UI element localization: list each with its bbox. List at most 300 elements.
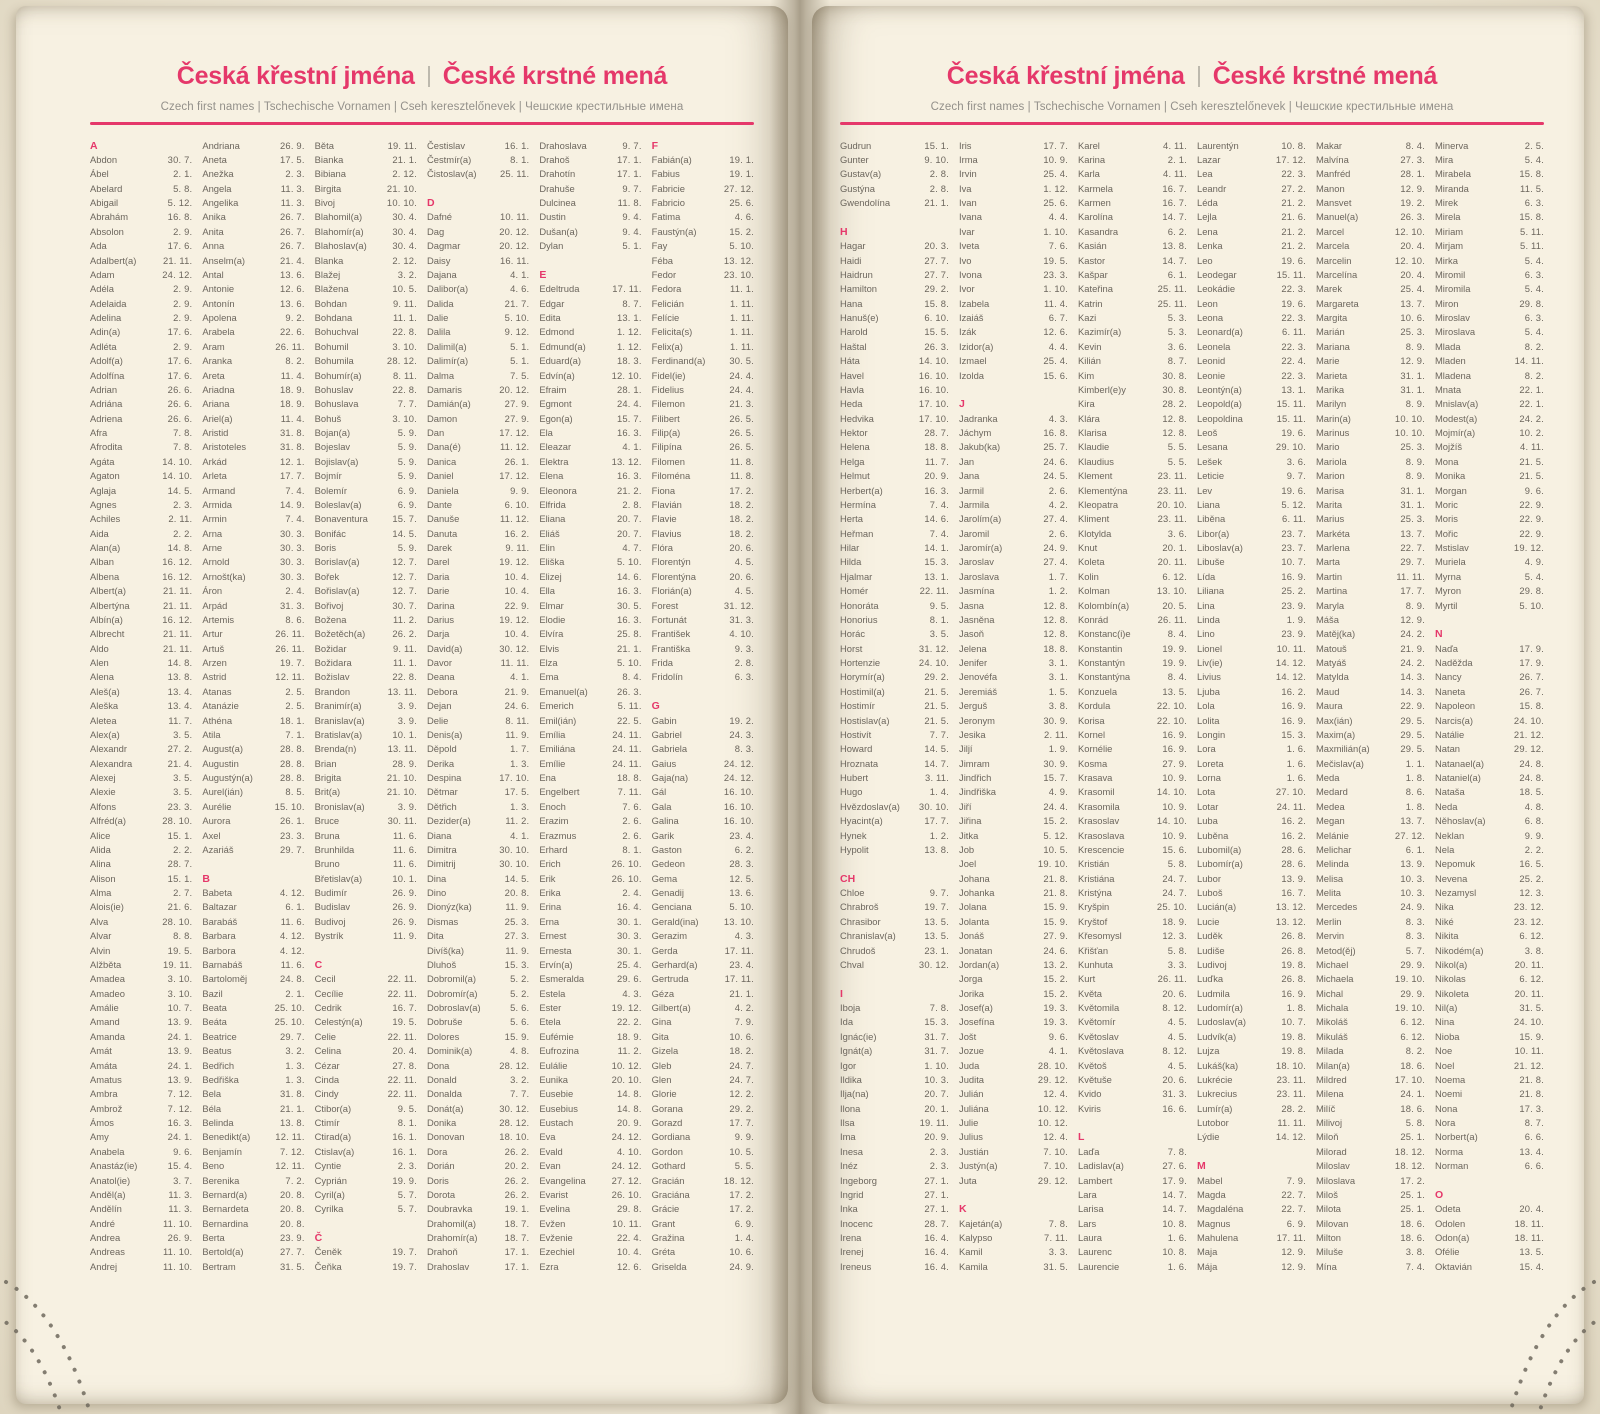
given-name: Amadea: [90, 973, 125, 985]
name-entry: [202, 397, 304, 411]
name-day-date: 20. 8.: [280, 1217, 305, 1229]
section-letter: A: [90, 139, 98, 152]
name-entry: [1078, 297, 1187, 311]
name-entry: [90, 656, 192, 670]
name-entry: [90, 268, 192, 282]
name-day-date: 6. 1.: [1405, 843, 1425, 855]
section-letter: Č: [314, 1232, 323, 1244]
name-entry: [315, 699, 417, 713]
given-name: Mercedes: [1316, 901, 1358, 913]
given-name: Damián(a): [426, 398, 471, 410]
name-entry: [840, 800, 949, 814]
given-name: Medea: [1316, 800, 1345, 812]
given-name: Gedeon: [651, 858, 686, 870]
name-entry: [1435, 153, 1544, 167]
given-name: Flavius: [651, 527, 682, 539]
name-entry: [840, 757, 949, 771]
name-entry: [539, 1245, 641, 1259]
name-day-date: 10. 9.: [1162, 829, 1187, 841]
name-day-date: 9. 11.: [505, 542, 530, 553]
name-day-date: 24. 12.: [162, 268, 193, 280]
name-day-date: 17. 7.: [729, 1117, 754, 1128]
name-day-date: 1. 4.: [734, 1232, 754, 1243]
given-name: Ima: [840, 1131, 856, 1143]
given-name: Ivan: [959, 197, 977, 208]
name-day-date: 30. 12.: [918, 958, 949, 970]
name-day-date: 15. 11.: [1276, 412, 1306, 424]
name-day-date: 16. 10.: [918, 383, 949, 395]
given-name: Květoslav: [1078, 1030, 1119, 1042]
name-day-date: 10. 9.: [1162, 772, 1187, 783]
name-day-date: 27. 12.: [1394, 829, 1425, 841]
name-entry: [90, 311, 192, 325]
given-name: Noe: [1435, 1045, 1453, 1057]
name-day-date: 18. 2.: [729, 1045, 754, 1057]
name-day-date: 2. 5.: [285, 700, 305, 712]
name-day-date: 24. 11.: [612, 757, 642, 769]
given-name: Edmund(a): [539, 340, 586, 352]
given-name: Kliment: [1078, 513, 1110, 525]
name-day-date: 29. 7.: [1400, 556, 1425, 568]
name-day-date: 17. 9.: [1519, 657, 1544, 668]
name-entry: [539, 800, 641, 814]
given-name: Edita: [539, 312, 561, 323]
name-entry: [1078, 656, 1187, 670]
name-day-date: 26. 10.: [611, 1188, 642, 1200]
given-name: Baltazar: [202, 901, 237, 913]
name-entry: [959, 642, 1068, 656]
name-entry: [539, 987, 641, 1001]
given-name: Fedora: [651, 283, 682, 295]
name-entry: [1435, 757, 1544, 771]
given-name: Maud: [1316, 685, 1340, 697]
given-name: Evarist: [539, 1188, 568, 1200]
name-entry: [539, 512, 641, 526]
given-name: Jiljí: [959, 743, 973, 755]
name-entry: [202, 843, 304, 857]
given-name: Klarisa: [1078, 427, 1107, 438]
given-name: Léda: [1197, 197, 1218, 208]
name-day-date: 20. 8.: [504, 887, 530, 898]
name-day-date: 29. 12.: [1513, 743, 1544, 755]
name-entry: [427, 570, 529, 584]
given-name: Denis(a): [426, 728, 463, 740]
given-name: Leonela: [1197, 340, 1231, 352]
name-entry: [90, 182, 192, 196]
name-entry: [315, 1245, 417, 1259]
name-day-date: 24. 8.: [1519, 772, 1544, 783]
given-name: Mojžíš: [1435, 441, 1463, 453]
given-name: Ludoslav(a): [1197, 1016, 1246, 1028]
given-name: Justián: [959, 1145, 989, 1157]
name-entry: [1197, 469, 1306, 483]
name-day-date: 14. 10.: [162, 455, 193, 467]
given-name: Doris: [426, 1174, 449, 1186]
given-name: Armin: [202, 513, 227, 525]
given-name: Mariana: [1316, 340, 1350, 352]
given-name: Odon(a): [1435, 1232, 1470, 1243]
name-day-date: 11. 6.: [280, 958, 305, 970]
name-entry: [427, 1001, 529, 1015]
name-entry: [1435, 829, 1544, 843]
name-day-date: 24. 7.: [1162, 887, 1187, 898]
name-day-date: 5. 2.: [510, 987, 530, 999]
given-name: Leontýn(a): [1197, 383, 1242, 395]
given-name: Hilda: [840, 556, 862, 568]
name-entry: [539, 1001, 641, 1015]
name-day-date: 4. 9.: [1048, 786, 1068, 798]
given-name: Miloň: [1316, 1131, 1339, 1143]
name-day-date: 20. 8.: [280, 1203, 305, 1215]
name-entry: [840, 484, 949, 498]
name-entry: [539, 685, 641, 699]
name-day-date: 13. 5.: [924, 930, 949, 942]
name-entry: [1316, 771, 1425, 785]
given-name: Gabriel: [651, 728, 682, 740]
name-day-date: 11. 3.: [168, 1188, 193, 1200]
name-entry: [539, 1102, 641, 1116]
given-name: Nezamysl: [1435, 887, 1477, 898]
given-name: Maura: [1316, 700, 1343, 712]
name-entry: [427, 1260, 529, 1274]
name-entry: [202, 785, 304, 799]
name-day-date: 24. 5.: [1043, 470, 1068, 482]
name-day-date: 26. 9.: [167, 1232, 193, 1243]
name-entry: [315, 268, 417, 282]
given-name: Jonatan: [959, 944, 993, 956]
name-day-date: 26. 8.: [1281, 930, 1306, 942]
name-entry: [315, 354, 417, 368]
given-name: Aristoteles: [202, 441, 247, 453]
given-name: Elvis: [539, 642, 560, 654]
blank-row: [1435, 613, 1544, 627]
given-name: Emerich: [539, 700, 574, 712]
name-day-date: 11. 7.: [168, 714, 193, 726]
name-day-date: 17. 5.: [280, 153, 305, 165]
given-name: Erazmus: [539, 829, 577, 841]
name-day-date: 22. 3.: [1281, 283, 1306, 295]
name-entry: [652, 512, 754, 526]
name-day-date: 9. 6.: [1524, 484, 1544, 496]
name-entry: [1435, 297, 1544, 311]
name-entry: [202, 1015, 304, 1029]
name-entry: [1078, 397, 1187, 411]
name-entry: [1316, 1059, 1425, 1073]
given-name: Čeňka: [314, 1260, 342, 1272]
given-name: Gala: [651, 800, 672, 812]
name-entry: [427, 167, 529, 181]
given-name: Manuel(a): [1316, 211, 1359, 223]
name-entry: [1078, 139, 1187, 153]
name-entry: [959, 915, 1068, 929]
given-name: Bibiana: [314, 168, 346, 180]
name-entry: [1316, 182, 1425, 196]
given-name: Drahotín: [539, 168, 576, 180]
name-entry: [652, 225, 754, 239]
given-name: Bolemír: [314, 484, 347, 496]
name-day-date: 31. 5.: [280, 1260, 305, 1272]
name-day-date: 16. 3.: [616, 470, 642, 482]
name-day-date: 10. 11.: [612, 1217, 642, 1229]
name-entry: [539, 297, 641, 311]
given-name: Květa: [1078, 987, 1102, 999]
name-day-date: 6. 8.: [1524, 815, 1544, 827]
given-name: Muriela: [1435, 556, 1466, 568]
name-entry: [202, 1188, 304, 1202]
name-day-date: 12. 8.: [1162, 427, 1187, 438]
name-day-date: 12. 11.: [275, 1160, 305, 1172]
name-day-date: 26. 2.: [392, 628, 417, 640]
name-day-date: 2. 12.: [392, 168, 417, 180]
name-entry: [840, 469, 949, 483]
given-name: Josefína: [959, 1016, 995, 1028]
given-name: Ctimír: [314, 1117, 340, 1128]
name-entry: [427, 153, 529, 167]
name-entry: [840, 699, 949, 713]
name-day-date: 21. 2.: [616, 484, 642, 496]
name-entry: [427, 742, 529, 756]
given-name: Nona: [1435, 1102, 1458, 1114]
given-name: Bořek: [314, 570, 340, 582]
name-day-date: 4. 1.: [622, 441, 642, 453]
given-name: Klotylda: [1078, 527, 1112, 539]
name-entry: [1316, 584, 1425, 598]
name-day-date: 2. 2.: [173, 527, 193, 539]
name-day-date: 18. 12.: [1394, 1145, 1425, 1157]
name-day-date: 2. 3.: [173, 498, 193, 510]
name-entry: [840, 599, 949, 613]
given-name: Leonid: [1197, 355, 1226, 367]
name-entry: [427, 1102, 529, 1116]
given-name: Daisy: [426, 254, 451, 266]
name-entry: [539, 469, 641, 483]
name-day-date: 17. 11.: [1276, 1232, 1306, 1243]
name-day-date: 10. 10.: [1394, 412, 1425, 424]
name-day-date: 26. 5.: [729, 412, 754, 424]
name-entry: [315, 239, 417, 253]
name-day-date: 10. 8.: [1162, 1217, 1187, 1229]
given-name: Emílie: [539, 757, 566, 769]
given-name: Adolf(a): [90, 355, 123, 367]
name-entry: [959, 512, 1068, 526]
name-day-date: 19. 11.: [162, 958, 193, 970]
name-entry: [90, 484, 192, 498]
name-day-date: 24. 4.: [616, 398, 642, 410]
name-day-date: 16. 9.: [1281, 700, 1306, 712]
name-day-date: 26. 11.: [1157, 973, 1187, 985]
given-name: Manfréd: [1316, 168, 1351, 180]
name-entry: [427, 541, 529, 555]
given-name: Heřman: [840, 527, 874, 539]
name-entry: [202, 139, 304, 153]
name-entry: [1197, 742, 1306, 756]
given-name: Krescencie: [1078, 843, 1125, 855]
name-entry: [1078, 1102, 1187, 1116]
title-separator: [1198, 66, 1200, 87]
given-name: Katrin: [1078, 297, 1103, 309]
name-entry: [202, 297, 304, 311]
name-entry: [427, 972, 529, 986]
name-entry: [427, 440, 529, 454]
name-entry: [202, 1231, 304, 1245]
given-name: Lev: [1197, 484, 1213, 496]
name-day-date: 3. 1.: [1048, 657, 1068, 668]
name-entry: [959, 369, 1068, 383]
name-day-date: 15. 7.: [392, 513, 417, 525]
given-name: Miloslav: [1316, 1160, 1350, 1172]
given-name: Gabriela: [651, 743, 688, 755]
name-entry: [1078, 785, 1187, 799]
given-name: Fedor: [651, 268, 677, 280]
name-entry: [90, 196, 192, 210]
name-day-date: 28. 7.: [924, 1217, 949, 1229]
given-name: Bořislav(a): [314, 585, 360, 597]
name-day-date: 16. 9.: [1281, 570, 1306, 582]
name-entry: [1316, 139, 1425, 153]
given-name: Ignác(ie): [840, 1030, 877, 1042]
name-entry: [959, 455, 1068, 469]
name-entry: [539, 167, 641, 181]
given-name: Leopold(a): [1197, 398, 1242, 410]
name-entry: [1197, 412, 1306, 426]
name-day-date: 12. 5.: [729, 872, 754, 884]
given-name: Daniel: [426, 470, 454, 482]
given-name: Lino: [1197, 628, 1215, 640]
name-entry: [959, 742, 1068, 756]
name-entry: [1316, 685, 1425, 699]
name-entry: [1197, 599, 1306, 613]
name-entry: [202, 771, 304, 785]
name-day-date: 14. 7.: [1162, 254, 1187, 266]
name-day-date: 4. 12.: [280, 887, 305, 898]
name-day-date: 17. 1.: [504, 1246, 530, 1258]
given-name: Albín(a): [90, 613, 123, 625]
name-entry: [959, 1015, 1068, 1029]
name-day-date: 18. 11.: [1514, 1217, 1544, 1229]
name-entry: [1197, 900, 1306, 914]
name-entry: [1435, 814, 1544, 828]
name-day-date: 6. 9.: [734, 1217, 754, 1229]
name-entry: [427, 944, 529, 958]
given-name: Aleška: [90, 700, 119, 712]
name-entry: [1435, 1217, 1544, 1231]
given-name: Juda: [959, 1059, 980, 1071]
name-day-date: 1. 7.: [510, 743, 530, 755]
given-name: Bivoj: [314, 197, 335, 208]
name-day-date: 9. 7.: [622, 182, 642, 194]
name-entry: [959, 498, 1068, 512]
name-entry: [840, 1087, 949, 1101]
name-day-date: 21. 4.: [167, 757, 193, 769]
name-day-date: 11. 1.: [730, 283, 754, 295]
given-name: Drahuše: [539, 182, 575, 194]
given-name: Budimír: [314, 887, 347, 898]
name-day-date: 15. 9.: [504, 1030, 530, 1042]
given-name: Nikita: [1435, 930, 1459, 942]
name-entry: [202, 972, 304, 986]
name-day-date: 26. 11.: [1157, 613, 1187, 625]
given-name: Jindřiška: [959, 786, 996, 798]
given-name: Bartoloměj: [202, 973, 248, 985]
name-day-date: 21. 5.: [1519, 470, 1544, 482]
name-day-date: 24. 12.: [723, 772, 754, 783]
name-entry: [1197, 944, 1306, 958]
name-day-date: 23. 11.: [1157, 470, 1187, 482]
name-entry: [202, 455, 304, 469]
given-name: Ilja(na): [840, 1088, 869, 1100]
name-entry: [1435, 254, 1544, 268]
name-entry: [959, 196, 1068, 210]
given-name: Juliána: [959, 1102, 989, 1114]
name-day-date: 5. 1.: [510, 355, 530, 367]
name-entry: [1197, 182, 1306, 196]
given-name: Damon: [426, 412, 458, 424]
name-entry: [315, 527, 417, 541]
name-entry: [539, 944, 641, 958]
given-name: Liv(ie): [1197, 657, 1223, 668]
name-day-date: 7. 4.: [285, 484, 305, 496]
given-name: Áron: [202, 585, 223, 597]
name-day-date: 21. 2.: [1281, 240, 1306, 252]
name-entry: [959, 555, 1068, 569]
given-name: Babeta: [202, 887, 233, 898]
given-name: Glorie: [651, 1088, 677, 1100]
given-name: Alex(a): [90, 728, 120, 740]
name-day-date: 18. 8.: [924, 441, 949, 453]
name-day-date: 16. 5.: [1519, 858, 1544, 870]
name-entry: [315, 1130, 417, 1144]
name-entry: [1078, 1145, 1187, 1159]
name-day-date: 11. 4.: [1044, 297, 1068, 309]
name-day-date: 17. 3.: [1519, 1102, 1544, 1114]
name-entry: [1316, 469, 1425, 483]
given-name: Astrid: [202, 671, 227, 683]
name-day-date: 16. 10.: [723, 786, 754, 798]
given-name: Izák: [959, 326, 977, 338]
name-column: [652, 139, 754, 1275]
given-name: Marie: [1316, 355, 1340, 367]
name-day-date: 16. 3.: [616, 613, 642, 625]
name-day-date: 28. 1.: [616, 383, 642, 395]
name-entry: [959, 1044, 1068, 1058]
given-name: Myrtil: [1435, 599, 1458, 611]
given-name: Fabián(a): [651, 153, 692, 165]
given-name: Dana(é): [426, 441, 461, 453]
name-entry: [1316, 440, 1425, 454]
given-name: Niké: [1435, 915, 1454, 927]
name-day-date: 23. 12.: [1513, 915, 1544, 927]
given-name: Brandon: [314, 685, 351, 697]
name-entry: [1435, 685, 1544, 699]
name-day-date: 24. 12.: [611, 1160, 642, 1172]
name-entry: [1316, 972, 1425, 986]
name-day-date: 19. 7.: [280, 657, 305, 668]
given-name: Gál: [651, 786, 667, 798]
name-day-date: 28. 12.: [386, 355, 417, 367]
given-name: Krasomil: [1078, 786, 1115, 798]
name-day-date: 6. 9.: [397, 498, 417, 510]
name-day-date: 13. 1.: [616, 312, 642, 323]
name-entry: [90, 987, 192, 1001]
given-name: Efraim: [539, 383, 567, 395]
given-name: Artuš: [202, 642, 225, 654]
given-name: Gabin: [651, 714, 677, 726]
name-day-date: 26. 2.: [504, 1145, 530, 1157]
given-name: Jorika: [959, 987, 985, 999]
name-day-date: 8. 5.: [285, 786, 305, 798]
name-day-date: 11. 1.: [393, 657, 417, 668]
given-name: Bohuslava: [314, 398, 359, 410]
